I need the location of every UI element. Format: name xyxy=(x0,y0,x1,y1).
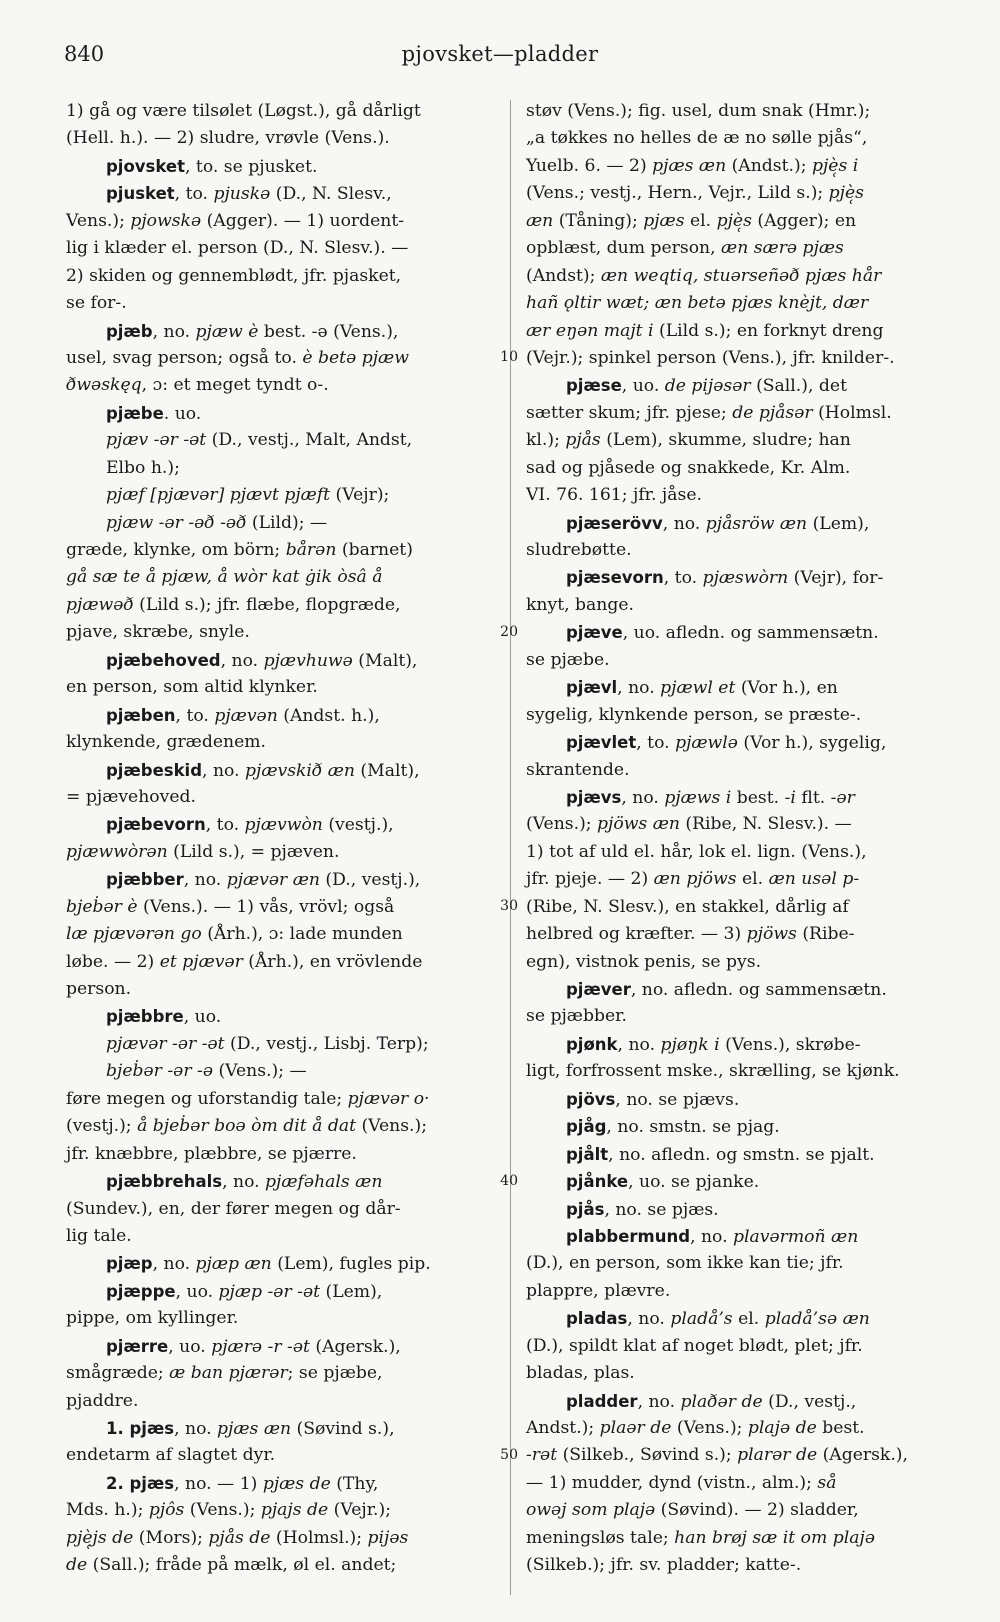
text-line: knyt, bange. xyxy=(526,594,634,615)
text-line: 1. pjæs, no. pjæs æn (Søvind s.), xyxy=(106,1419,395,1439)
text-line: (vestj.); å bjeḃər boə òm dit å dat (Vens.); xyxy=(66,1116,428,1137)
text-line: pjæver, no. afledn. og sammensætn. xyxy=(566,980,887,1000)
column-rule xyxy=(510,100,511,1595)
text-line: pjærre, uo. pjærə -r -ət (Agersk.), xyxy=(106,1336,401,1357)
text-line: pjæbevorn, to. pjævwòn (vestj.), xyxy=(106,815,394,836)
text-line: pjæv -ər -ət (D., vestj., Malt, Andst, xyxy=(106,430,413,451)
text-line: 1) tot af uld el. hår, lok el. lign. (Vens.), xyxy=(526,841,867,862)
text-line: bladas, plas. xyxy=(526,1363,635,1384)
text-line: pjæb, no. pjæw è best. -ə (Vens.), xyxy=(106,321,399,342)
text-line: pjævl, no. pjæwl et (Vor h.), en xyxy=(566,678,838,699)
text-line: (Andst); æn weqtiq, stuərseñəð pjæs hår xyxy=(526,265,882,286)
text-line: bjeḃər è (Vens.). — 1) vås, vrövl; også xyxy=(66,896,395,917)
text-line: ligt, forfrossent mske., skrælling, se kjønk. xyxy=(526,1061,900,1082)
text-line: pjævər -ər -ət (D., vestj., Lisbj. Terp); xyxy=(106,1033,429,1054)
text-line: „a tøkkes no helles de æ no sølle pjås“, xyxy=(526,128,868,149)
text-line: pjusket, to. pjuskə (D., N. Slesv., xyxy=(106,184,392,205)
text-line: pladder, no. plaðər de (D., vestj., xyxy=(566,1391,857,1412)
text-line: lig tale. xyxy=(66,1225,132,1246)
text-line: (Ribe, N. Slesv.), en stakkel, dårlig af xyxy=(526,896,849,917)
text-line: usel, svag person; også to. è betə pjæw xyxy=(66,347,409,368)
text-line: pjæsevorn, to. pjæswòrn (Vejr), for- xyxy=(566,568,884,589)
text-line: (Hell. h.). — 2) sludre, vrøvle (Vens.). xyxy=(66,128,390,149)
text-line: (Vejr.); spinkel person (Vens.), jfr. knilder-. xyxy=(526,347,895,368)
text-line: pjæf [pjævər] pjævt pjæft (Vejr); xyxy=(106,485,390,506)
text-line: lig i klæder el. person (D., N. Slesv.). — xyxy=(66,238,409,259)
text-line: (Sundev.), en, der fører megen og dår- xyxy=(66,1198,401,1219)
text-line: Andst.); plaər de (Vens.); plajə de best. xyxy=(526,1418,865,1438)
line-number-marker: 20 xyxy=(500,623,518,640)
text-line: pjæp, no. pjæp æn (Lem), fugles pip. xyxy=(106,1254,431,1275)
text-line: se pjæbber. xyxy=(526,1006,627,1027)
text-line: sætter skum; jfr. pjese; de pjåsər (Holmsl. xyxy=(526,402,892,423)
text-line: kl.); pjås (Lem), skumme, sludre; han xyxy=(526,430,851,451)
text-line: 2. pjæs, no. — 1) pjæs de (Thy, xyxy=(106,1473,379,1494)
line-number-marker: 40 xyxy=(500,1172,518,1189)
text-line: skrantende. xyxy=(526,759,630,780)
text-line: pjæserövv, no. pjåsröw æn (Lem), xyxy=(566,513,870,534)
text-line: -rət (Silkeb., Søvind s.); plarər de (Agersk.), xyxy=(526,1445,908,1466)
text-line: ær eŋən majt i (Lild s.); en forknyt dreng xyxy=(526,320,884,341)
right-column xyxy=(526,98,962,1580)
text-line: 1) gå og være tilsølet (Løgst.), gå dårligt xyxy=(66,101,421,121)
text-line: gå sæ te å pjæw, å wòr kat ġik òsâ å xyxy=(66,567,383,588)
text-line: pjæbeskid, no. pjævskið æn (Malt), xyxy=(106,760,420,781)
text-line: — 1) mudder, dynd (vistn., alm.); så xyxy=(526,1472,837,1493)
text-line: (Vens.; vestj., Hern., Vejr., Lild s.); pjè̜s xyxy=(526,183,864,204)
text-line: pjævs, no. pjæws i best. -i flt. -ər xyxy=(566,787,855,808)
text-line: jfr. pjeje. — 2) æn pjöws el. æn usəl p- xyxy=(526,869,860,890)
text-line: pladas, no. pladå’s el. pladå’sə æn xyxy=(566,1309,870,1330)
text-line: de (Sall.); fråde på mælk, øl el. andet; xyxy=(66,1555,397,1576)
line-number-marker: 30 xyxy=(500,898,518,915)
text-line: (D.), spildt klat af noget blødt, plet; jfr. xyxy=(526,1335,863,1356)
text-line: se pjæbe. xyxy=(526,649,610,670)
text-line: Vens.); pjowskə (Agger). — 1) uordent- xyxy=(66,210,405,231)
left-column xyxy=(66,98,502,1580)
text-line: meningsløs tale; han brøj sæ it om plajə xyxy=(526,1527,876,1548)
text-line: smågræde; æ ban pjærər; se pjæbe, xyxy=(66,1363,383,1384)
text-line: pjövs, no. se pjævs. xyxy=(566,1089,740,1110)
text-line: (D.), en person, som ikke kan tie; jfr. xyxy=(526,1253,844,1274)
text-line: helbred og kræfter. — 3) pjöws (Ribe- xyxy=(526,924,855,945)
text-line: pjæbehoved, no. pjævhuwə (Malt), xyxy=(106,650,418,671)
text-line: pjønk, no. pjøŋk i (Vens.), skrøbe- xyxy=(566,1034,861,1055)
text-line: pjæben, to. pjævən (Andst. h.), xyxy=(106,705,380,726)
text-line: føre megen og uforstandig tale; pjævər o· xyxy=(66,1088,430,1109)
text-line: (Silkeb.); jfr. sv. pladder; katte-. xyxy=(526,1555,802,1576)
text-line: pippe, om kyllinger. xyxy=(66,1308,239,1329)
text-line: læ pjævərən go (Årh.), ɔ: lade munden xyxy=(66,924,403,945)
text-line: plabbermund, no. plavərmoñ æn xyxy=(566,1226,859,1247)
text-line: opblæst, dum person, æn særə pjæs xyxy=(526,238,844,259)
text-line: egn), vistnok penis, se pys. xyxy=(526,951,762,972)
page-number: 840 xyxy=(64,42,105,66)
text-line: pjè̜js de (Mors); pjås de (Holmsl.); pijəs xyxy=(66,1527,409,1548)
text-line: jfr. knæbbre, plæbbre, se pjærre. xyxy=(66,1143,357,1164)
text-line: sad og pjåsede og snakkede, Kr. Alm. xyxy=(526,457,851,478)
text-line: endetarm af slagtet dyr. xyxy=(66,1445,276,1466)
text-line: person. xyxy=(66,979,132,999)
text-line: Elbo h.); xyxy=(106,457,180,478)
text-line: løbe. — 2) et pjævər (Årh.), en vrövlende xyxy=(66,951,423,972)
line-number-marker: 50 xyxy=(500,1447,518,1464)
text-line: pjånke, uo. se pjanke. xyxy=(566,1172,760,1193)
text-line: pjæbbre, uo. xyxy=(106,1007,222,1028)
text-line: sludrebøtte. xyxy=(526,540,632,560)
text-line: æn (Tåning); pjæs el. pjè̜s (Agger); en xyxy=(526,210,857,231)
text-line: pjæw -ər -əð -əð (Lild); — xyxy=(106,512,328,533)
text-line: plappre, plævre. xyxy=(526,1280,671,1301)
text-line: pjæbe. uo. xyxy=(106,403,202,424)
text-line: se for-. xyxy=(66,293,127,314)
page-header xyxy=(0,28,1000,88)
text-line: pjæse, uo. de pijəsər (Sall.), det xyxy=(566,376,847,397)
text-line: pjås, no. se pjæs. xyxy=(566,1199,719,1220)
running-head: pjovsket—pladder xyxy=(401,42,599,66)
text-line: VI. 76. 161; jfr. jåse. xyxy=(526,485,702,506)
text-line: pjævlet, to. pjæwlə (Vor h.), sygelig, xyxy=(566,733,887,754)
text-line: pjæbber, no. pjævər æn (D., vestj.), xyxy=(106,870,421,891)
text-line: bjeḃər -ər -ə (Vens.); — xyxy=(106,1061,307,1082)
text-line: pjaddre. xyxy=(66,1390,139,1411)
text-line: Yuelb. 6. — 2) pjæs æn (Andst.); pjè̜s i xyxy=(526,155,859,176)
text-line: pjæwəð (Lild s.); jfr. flæbe, flopgræde, xyxy=(66,594,401,615)
text-line: pjæwwòrən (Lild s.), = pjæven. xyxy=(66,841,340,862)
text-line: = pjævehoved. xyxy=(66,786,196,807)
text-line: pjæve, uo. afledn. og sammensætn. xyxy=(566,623,879,644)
text-line: pjæbbrehals, no. pjæfəhals æn xyxy=(106,1172,383,1193)
text-line: en person, som altid klynker. xyxy=(66,677,318,698)
text-line: pjålt, no. afledn. og smstn. se pjalt. xyxy=(566,1144,875,1165)
text-line: (Vens.); pjöws æn (Ribe, N. Slesv.). — xyxy=(526,814,852,835)
line-number-marker: 10 xyxy=(500,349,518,366)
text-line: græde, klynke, om börn; bårən (barnet) xyxy=(66,540,413,560)
text-line: klynkende, grædenem. xyxy=(66,732,266,753)
text-line: sygelig, klynkende person, se præste-. xyxy=(526,704,862,725)
text-line: pjovsket, to. se pjusket. xyxy=(106,156,318,177)
text-line: pjave, skræbe, snyle. xyxy=(66,622,250,643)
text-line: 2) skiden og gennemblødt, jfr. pjasket, xyxy=(66,265,402,286)
text-line: ðwəskęq, ɔ: et meget tyndt o-. xyxy=(66,375,329,396)
text-line: pjæppe, uo. pjæp -ər -ət (Lem), xyxy=(106,1281,383,1302)
text-line: pjåg, no. smstn. se pjag. xyxy=(566,1117,780,1138)
text-line: Mds. h.); pjôs (Vens.); pjajs de (Vejr.); xyxy=(66,1500,392,1521)
text-line: hañ ǫltir wæt; æn betə pjæs knèjt, dær xyxy=(526,293,869,314)
text-line: støv (Vens.); fig. usel, dum snak (Hmr.); xyxy=(526,101,871,121)
text-line: owəj som plajə (Søvind). — 2) sladder, xyxy=(526,1500,859,1521)
